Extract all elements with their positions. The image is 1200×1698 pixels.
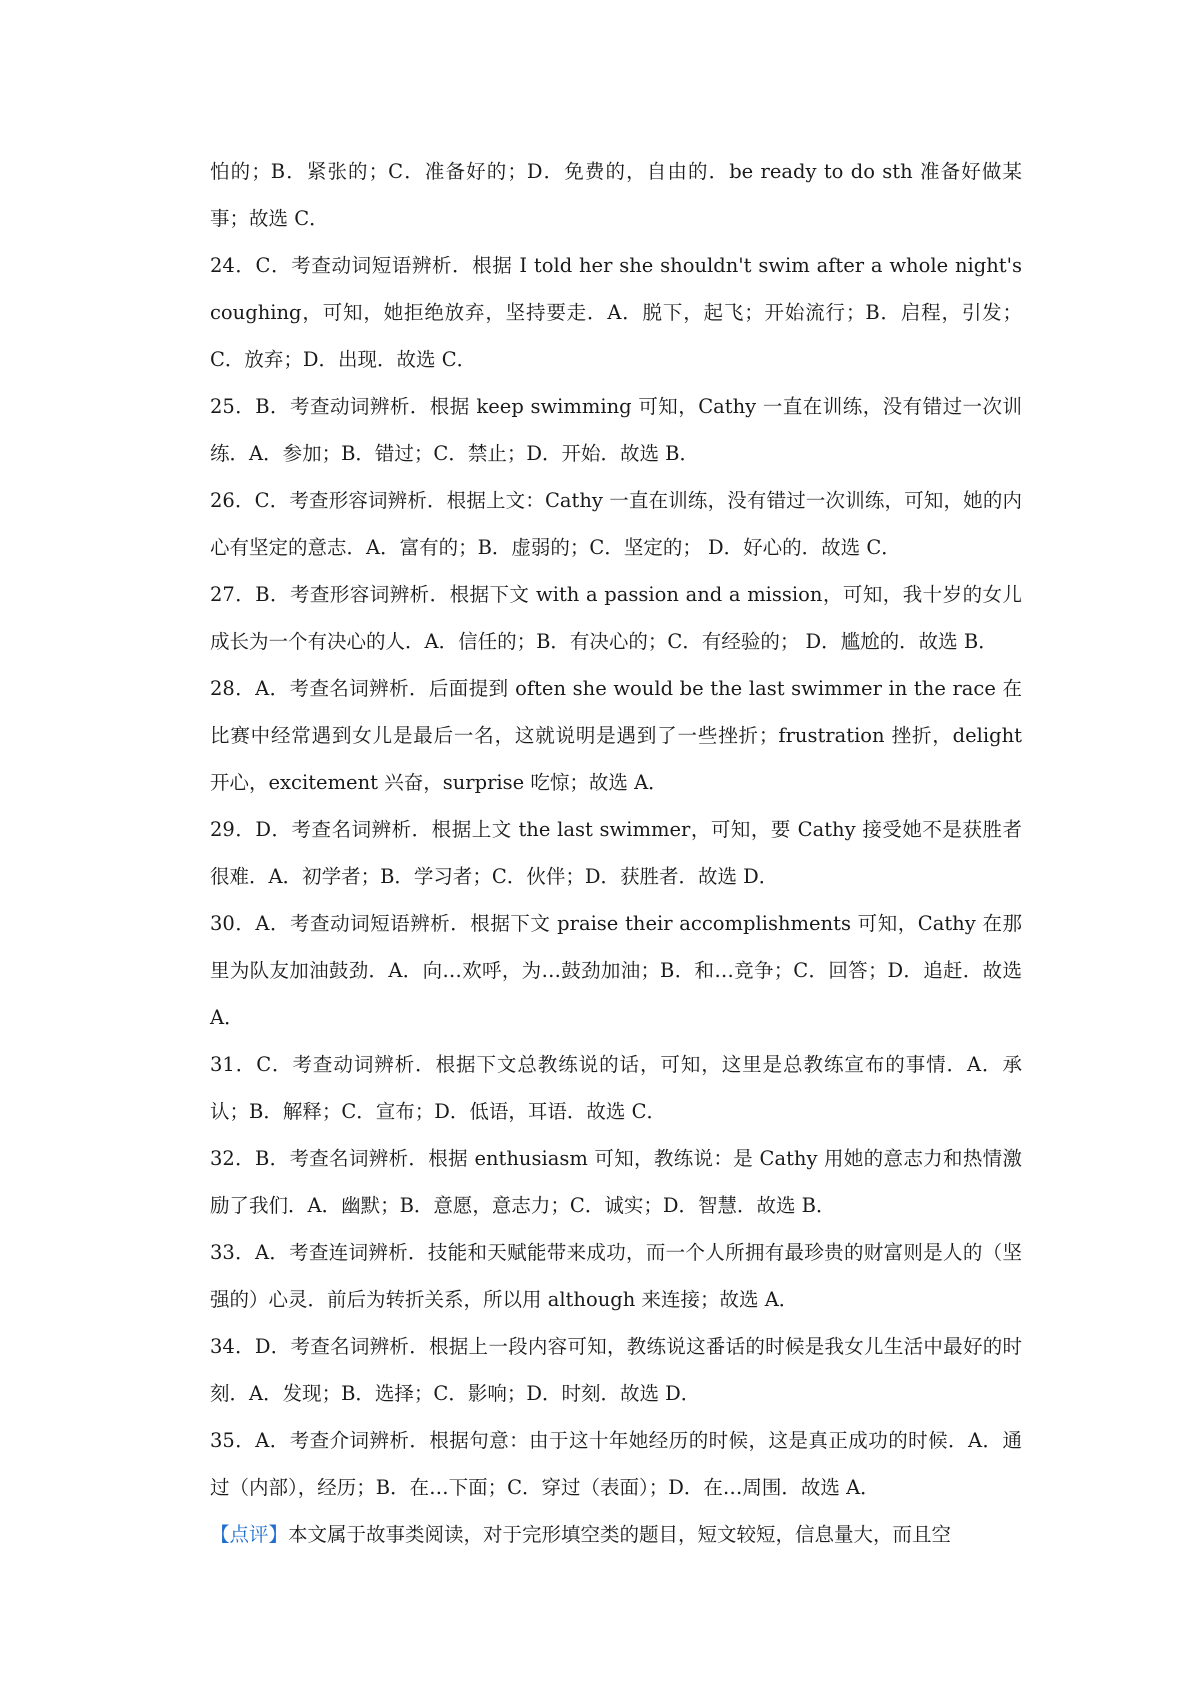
review-text: 本文属于故事类阅读，对于完形填空类的题目，短文较短，信息量大，而且空 [288, 1523, 952, 1546]
review-tag: 【点评】 [210, 1523, 289, 1546]
answer-paragraph-30: 30．A．考查动词短语辨析．根据下文 praise their accomplishments 可知，Cathy 在那里为队友加油鼓劲．A．向…欢呼，为…鼓劲加油；B．和…竞争；C．回答；D．追赶．故选 A． [210, 912, 1022, 1029]
answer-paragraph-35: 35．A．考查介词辨析．根据句意：由于这十年她经历的时候，这是真正成功的时候．A．通过（内部），经历；B．在…下面；C．穿过（表面）；D．在…周围．故选 A． [210, 1429, 1022, 1499]
answer-paragraph-33: 33．A．考查连词辨析．技能和天赋能带来成功，而一个人所拥有最珍贵的财富则是人的（坚强的）心灵．前后为转折关系，所以用 although 来连接；故选 A． [210, 1241, 1022, 1311]
answer-paragraph-32: 32．B．考查名词辨析．根据 enthusiasm 可知，教练说：是 Cathy 用她的意志力和热情激励了我们．A．幽默；B．意愿，意志力；C．诚实；D．智慧．故选 B． [210, 1147, 1022, 1217]
answer-paragraph-28: 28．A．考查名词辨析．后面提到 often she would be the last swimmer in the race 在比赛中经常遇到女儿是最后一名，这就说明是遇到了一些挫折；frustration 挫折，delight 开心，excitement 兴奋，surprise 吃惊；故选 A． [210, 677, 1022, 794]
review-paragraph [210, 1511, 1022, 1558]
answer-paragraph-26: 26．C．考查形容词辨析．根据上文：Cathy 一直在训练，没有错过一次训练，可知，她的内心有坚定的意志．A．富有的；B．虚弱的；C．坚定的； D．好心的．故选 C． [210, 489, 1022, 559]
answer-paragraph-31: 31．C．考查动词辨析．根据下文总教练说的话，可知，这里是总教练宣布的事情．A．承认；B．解释；C．宣布；D．低语，耳语．故选 C． [210, 1053, 1022, 1123]
document-body [210, 148, 1022, 1558]
answer-paragraph-34: 34．D．考查名词辨析．根据上一段内容可知，教练说这番话的时候是我女儿生活中最好的时刻．A．发现；B．选择；C．影响；D．时刻．故选 D． [210, 1335, 1022, 1405]
answer-paragraph-continued: 怕的；B．紧张的；C．准备好的；D．免费的，自由的．be ready to do sth 准备好做某事；故选 C． [210, 160, 1022, 230]
answer-paragraph-29: 29．D．考查名词辨析．根据上文 the last swimmer，可知，要 Cathy 接受她不是获胜者很难．A．初学者；B．学习者；C．伙伴；D．获胜者．故选 D． [210, 818, 1022, 888]
answer-paragraph-24: 24．C．考查动词短语辨析．根据 I told her she shouldn't swim after a whole night's coughing，可知，她拒绝放弃，坚持要走．A．脱下，起飞；开始流行；B．启程，引发；C．放弃；D．出现．故选 C． [210, 254, 1022, 371]
answer-paragraph-25: 25．B．考查动词辨析．根据 keep swimming 可知，Cathy 一直在训练，没有错过一次训练．A．参加；B．错过；C．禁止；D．开始．故选 B． [210, 395, 1022, 465]
answer-paragraph-27: 27．B．考查形容词辨析．根据下文 with a passion and a mission，可知，我十岁的女儿成长为一个有决心的人．A．信任的；B．有决心的；C．有经验的； D．尴尬的．故选 B． [210, 583, 1022, 653]
